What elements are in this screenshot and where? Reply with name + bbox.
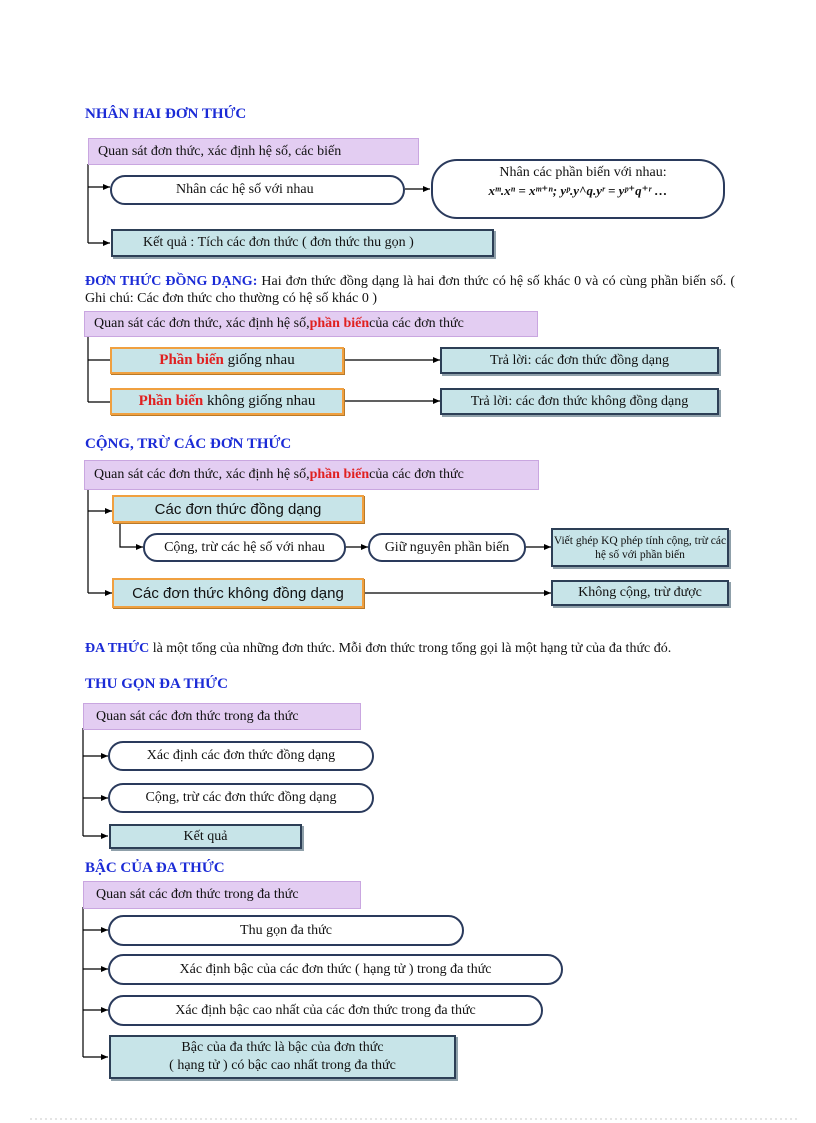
- definition-polynomial: là một tổng của những đơn thức. Mỗi đơn thức trong tổng gọi là một hạng tử của đa thức đó.: [149, 641, 672, 656]
- variables-same-text: giống nhau: [223, 352, 295, 368]
- box-answer-similar: Trả lời: các đơn thức đồng dạng: [440, 347, 719, 374]
- box-cannot-add: Không cộng, trừ được: [551, 580, 729, 606]
- degree-result-line1: Bậc của đa thức là bậc của đơn thức: [181, 1040, 384, 1055]
- paragraph-polynomial: [85, 640, 737, 657]
- box-observe-degree: Quan sát các đơn thức trong đa thức: [83, 881, 361, 909]
- keyword-polynomial: ĐA THỨC: [85, 641, 150, 656]
- definition-similar-monomials: Hai đơn thức đồng dạng là hai đơn thức có hệ số khác 0 và có cùng phần biến số. ( Ghi chú: Các đơn thức cho thường có hệ số khác 0 ): [85, 274, 735, 306]
- observe-add-pre: Quan sát các đơn thức, xác định hệ số,: [94, 467, 310, 482]
- box-result-product: Kết quả : Tích các đơn thức ( đơn thức thu gọn ): [111, 229, 494, 257]
- box-write-result: Viết ghép KQ phép tính cộng, trừ các hệ số với phần biến: [551, 528, 729, 567]
- heading-simplify-polynomial: THU GỌN ĐA THỨC: [85, 676, 228, 692]
- box-degree-result: [109, 1035, 456, 1079]
- multiply-variables-formula: xᵐ.xⁿ = xᵐ⁺ⁿ; yᵖ.y^q.yʳ = yᵖ⁺q⁺ʳ …: [488, 183, 668, 198]
- box-result-simplified: Kết quả: [109, 824, 302, 849]
- variables-different-highlight: Phần biến: [138, 393, 204, 409]
- heading-polynomial-degree: BẬC CỦA ĐA THỨC: [85, 860, 225, 876]
- box-add-coefficients: Cộng, trừ các hệ số với nhau: [143, 533, 346, 562]
- box-variables-same: [110, 347, 344, 374]
- observe-text-pre: Quan sát các đơn thức, xác định hệ số,: [94, 316, 310, 331]
- heading-similar-monomials: ĐƠN THỨC ĐỒNG DẠNG:: [85, 274, 258, 289]
- box-observe-monomial: Quan sát đơn thức, xác định hệ số, các biến: [88, 138, 419, 165]
- box-observe-polynomial: Quan sát các đơn thức trong đa thức: [83, 703, 361, 730]
- box-variables-different: [110, 388, 344, 415]
- box-identify-similar: Xác định các đơn thức đồng dạng: [108, 741, 374, 771]
- variables-different-text: không giống nhau: [203, 393, 316, 409]
- box-observe-add: [84, 460, 539, 490]
- box-keep-variables: Giữ nguyên phần biến: [368, 533, 526, 562]
- box-observe-similar: [84, 311, 538, 337]
- box-add-similar: Cộng, trừ các đơn thức đồng dạng: [108, 783, 374, 813]
- degree-result-line2: ( hạng tử ) có bậc cao nhất trong đa thức: [169, 1058, 396, 1073]
- variables-same-highlight: Phần biến: [159, 352, 224, 368]
- box-degree-of-terms: Xác định bậc của các đơn thức ( hạng tử ) trong đa thức: [108, 954, 563, 985]
- observe-text-post: của các đơn thức: [369, 316, 464, 331]
- heading-add-subtract-monomials: CỘNG, TRỪ CÁC ĐƠN THỨC: [85, 436, 292, 452]
- box-highest-degree: Xác định bậc cao nhất của các đơn thức trong đa thức: [108, 995, 543, 1026]
- box-answer-not-similar: Trả lời: các đơn thức không đồng dạng: [440, 388, 719, 415]
- observe-text-highlight: phần biến: [309, 316, 370, 331]
- box-multiply-variables: [431, 159, 725, 219]
- paragraph-similar-monomials: [85, 273, 735, 307]
- box-simplify-polynomial: Thu gọn đa thức: [108, 915, 464, 946]
- heading-multiply-monomials: NHÂN HAI ĐƠN THỨC: [85, 106, 247, 122]
- observe-add-highlight: phần biến: [309, 467, 370, 482]
- box-similar-monomials: Các đơn thức đồng dạng: [112, 495, 364, 523]
- observe-add-post: của các đơn thức: [369, 467, 464, 482]
- box-multiply-coefficients: Nhân các hệ số với nhau: [110, 175, 405, 205]
- multiply-variables-title: Nhân các phần biến với nhau:: [499, 165, 667, 180]
- box-not-similar-monomials: Các đơn thức không đồng dạng: [112, 578, 364, 608]
